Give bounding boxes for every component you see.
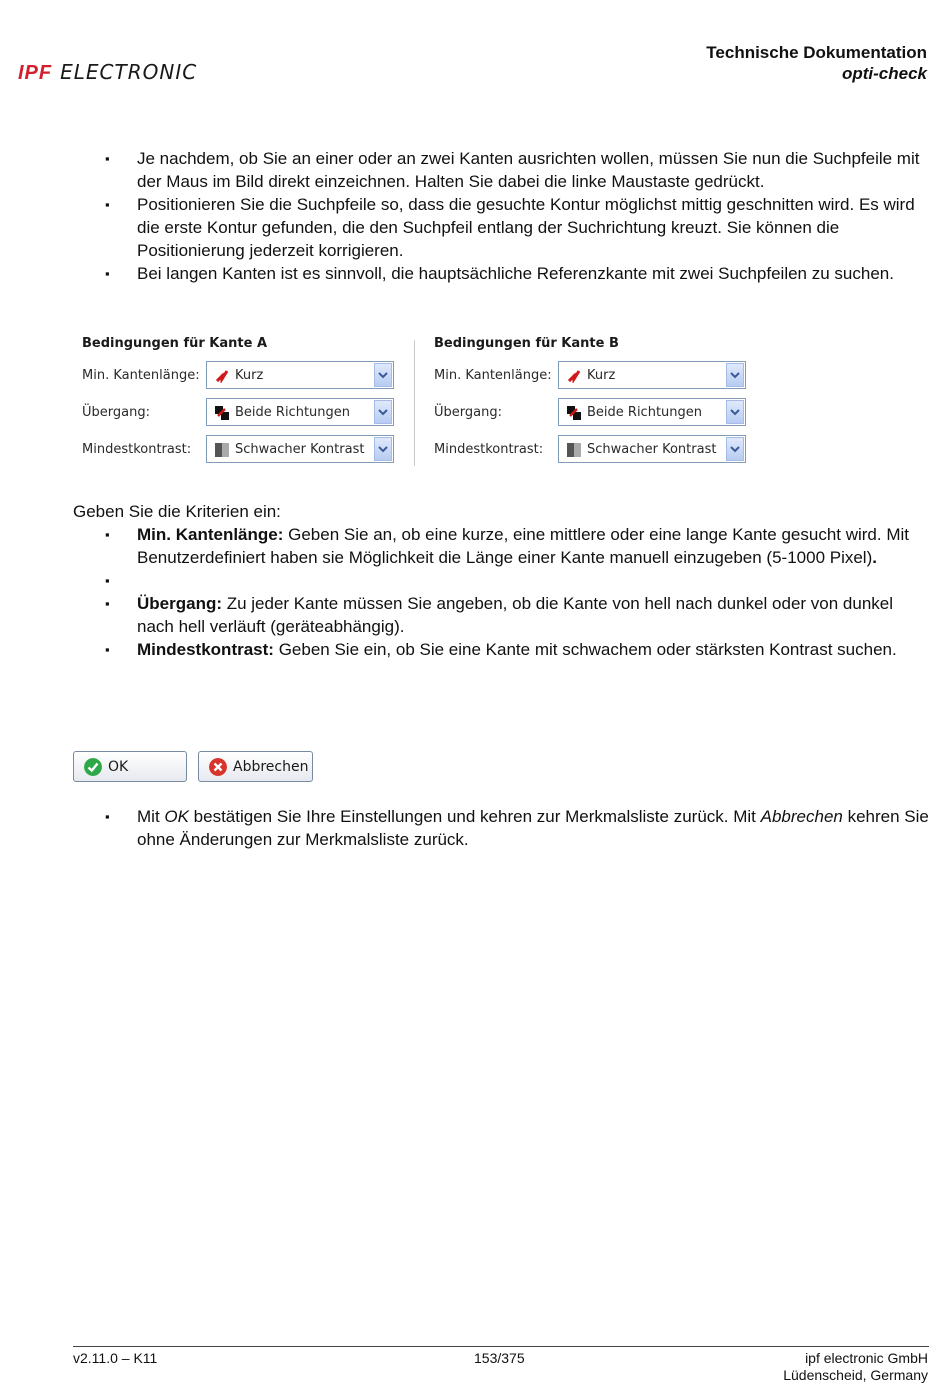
min-length-label: Min. Kantenlänge:: [434, 368, 552, 383]
edge-b-min-length-row: [434, 361, 754, 391]
company-logo: [18, 60, 197, 84]
edge-conditions-panel: [80, 330, 760, 470]
edge-b-contrast-row: [434, 435, 754, 465]
company-name: ipf electronic GmbH: [805, 1350, 928, 1366]
term: Übergang:: [137, 594, 222, 613]
footer-rule: [73, 1346, 929, 1347]
edge-b-contrast-select[interactable]: [558, 435, 746, 463]
edge-a-transition-row: [82, 398, 402, 428]
document-title: Technische Dokumentation: [706, 43, 927, 62]
logo-brand: IPF: [18, 62, 53, 84]
both-directions-icon: [215, 406, 229, 420]
document-subtitle: opti-check: [841, 64, 927, 83]
footer-page-number: 153/375: [474, 1350, 525, 1366]
cancel-button-label: Abbrechen: [233, 758, 309, 775]
both-directions-icon: [567, 406, 581, 420]
chevron-down-icon[interactable]: [374, 437, 392, 461]
bullet-item: ▪ Positionieren Sie die Suchpfeile so, dass die gesuchte Kontur möglichst mittig geschnitten wird. Es wird die erste Kontur gefunden, die den Suchpfeil entlang der Suchrichtung kreuzt. Sie können die Positionierung jederzeit korrigieren.: [73, 193, 929, 262]
document-header: [706, 42, 927, 84]
criteria-item-contrast: [73, 638, 929, 661]
transition-label: Übergang:: [82, 405, 150, 420]
check-icon: [84, 758, 102, 776]
description: Geben Sie an, ob eine kurze, eine mittlere oder eine lange Kante gesucht wird. Mit Benutzerdefiniert haben sie Möglichkeit die Länge einer Kante manuell einzugeben (5-1000 Pixel): [137, 525, 909, 567]
edge-b-group: [432, 330, 762, 470]
chevron-down-icon[interactable]: [726, 400, 744, 424]
description: Geben Sie ein, ob Sie eine Kante mit schwachem oder stärksten Kontrast suchen.: [273, 640, 897, 659]
text: kehren Sie ohne Änderungen zur Merkmalsliste zurück.: [137, 807, 929, 849]
criteria-intro: Geben Sie die Kriterien ein:: [73, 502, 281, 521]
bullet-item: [73, 805, 929, 851]
spacer: [73, 569, 929, 592]
text: bestätigen Sie Ihre Einstellungen und kehren zur Merkmalsliste zurück. Mit: [188, 807, 761, 826]
edge-a-group: [80, 330, 410, 470]
confirm-section: [73, 805, 929, 851]
select-value: Schwacher Kontrast: [587, 442, 717, 457]
chevron-down-icon[interactable]: [726, 437, 744, 461]
edge-b-transition-row: [434, 398, 754, 428]
term: Min. Kantenlänge:: [137, 525, 284, 544]
chevron-down-icon[interactable]: [374, 400, 392, 424]
criteria-item-min-length: [73, 523, 929, 569]
cancel-button[interactable]: [198, 751, 313, 782]
ok-term: OK: [164, 807, 189, 826]
select-value: Beide Richtungen: [587, 405, 703, 420]
criteria-section: [73, 500, 929, 661]
bullet-item: ▪ Bei langen Kanten ist es sinnvoll, die hauptsächliche Referenzkante mit zwei Suchpfeilen zu suchen.: [73, 262, 929, 285]
bullet-item: ▪ Je nachdem, ob Sie an einer oder an zwei Kanten ausrichten wollen, müssen Sie nun die Suchpfeile mit der Maus im Bild direkt einzeichnen. Halten Sie dabei die linke Maustaste gedrückt.: [73, 147, 929, 193]
transition-label: Übergang:: [434, 405, 502, 420]
select-value: Kurz: [235, 368, 264, 383]
criteria-item-transition: [73, 592, 929, 638]
term: Mindestkontrast:: [137, 640, 274, 659]
edge-a-contrast-select[interactable]: [206, 435, 394, 463]
edge-b-title: Bedingungen für Kante B: [434, 336, 619, 351]
short-edge-icon: [215, 369, 229, 383]
edge-b-transition-select[interactable]: [558, 398, 746, 426]
ok-button[interactable]: [73, 751, 187, 782]
ok-button-label: OK: [108, 758, 129, 775]
edge-a-title: Bedingungen für Kante A: [82, 336, 268, 351]
panel-divider: [414, 340, 415, 466]
weak-contrast-icon: [567, 443, 581, 457]
short-edge-icon: [567, 369, 581, 383]
chevron-down-icon[interactable]: [374, 363, 392, 387]
edge-a-contrast-row: [82, 435, 402, 465]
terminal-period: .: [872, 548, 877, 567]
logo-word: ELECTRONIC: [60, 60, 198, 84]
contrast-label: Mindestkontrast:: [82, 442, 192, 457]
contrast-label: Mindestkontrast:: [434, 442, 544, 457]
footer-company: [783, 1350, 928, 1384]
min-length-label: Min. Kantenlänge:: [82, 368, 200, 383]
cancel-icon: [209, 758, 227, 776]
cancel-term: Abbrechen: [760, 807, 843, 826]
intro-section: [73, 147, 929, 285]
select-value: Schwacher Kontrast: [235, 442, 365, 457]
edge-a-transition-select[interactable]: [206, 398, 394, 426]
company-location: Lüdenscheid, Germany: [783, 1367, 928, 1383]
edge-a-min-length-select[interactable]: [206, 361, 394, 389]
chevron-down-icon[interactable]: [726, 363, 744, 387]
weak-contrast-icon: [215, 443, 229, 457]
footer-version: v2.11.0 – K11: [73, 1350, 158, 1366]
select-value: Beide Richtungen: [235, 405, 351, 420]
select-value: Kurz: [587, 368, 616, 383]
edge-a-min-length-row: [82, 361, 402, 391]
edge-b-min-length-select[interactable]: [558, 361, 746, 389]
text: Mit: [137, 807, 165, 826]
description: Zu jeder Kante müssen Sie angeben, ob die Kante von hell nach dunkel oder von dunkel nach hell verläuft (geräteabhängig).: [137, 594, 894, 636]
